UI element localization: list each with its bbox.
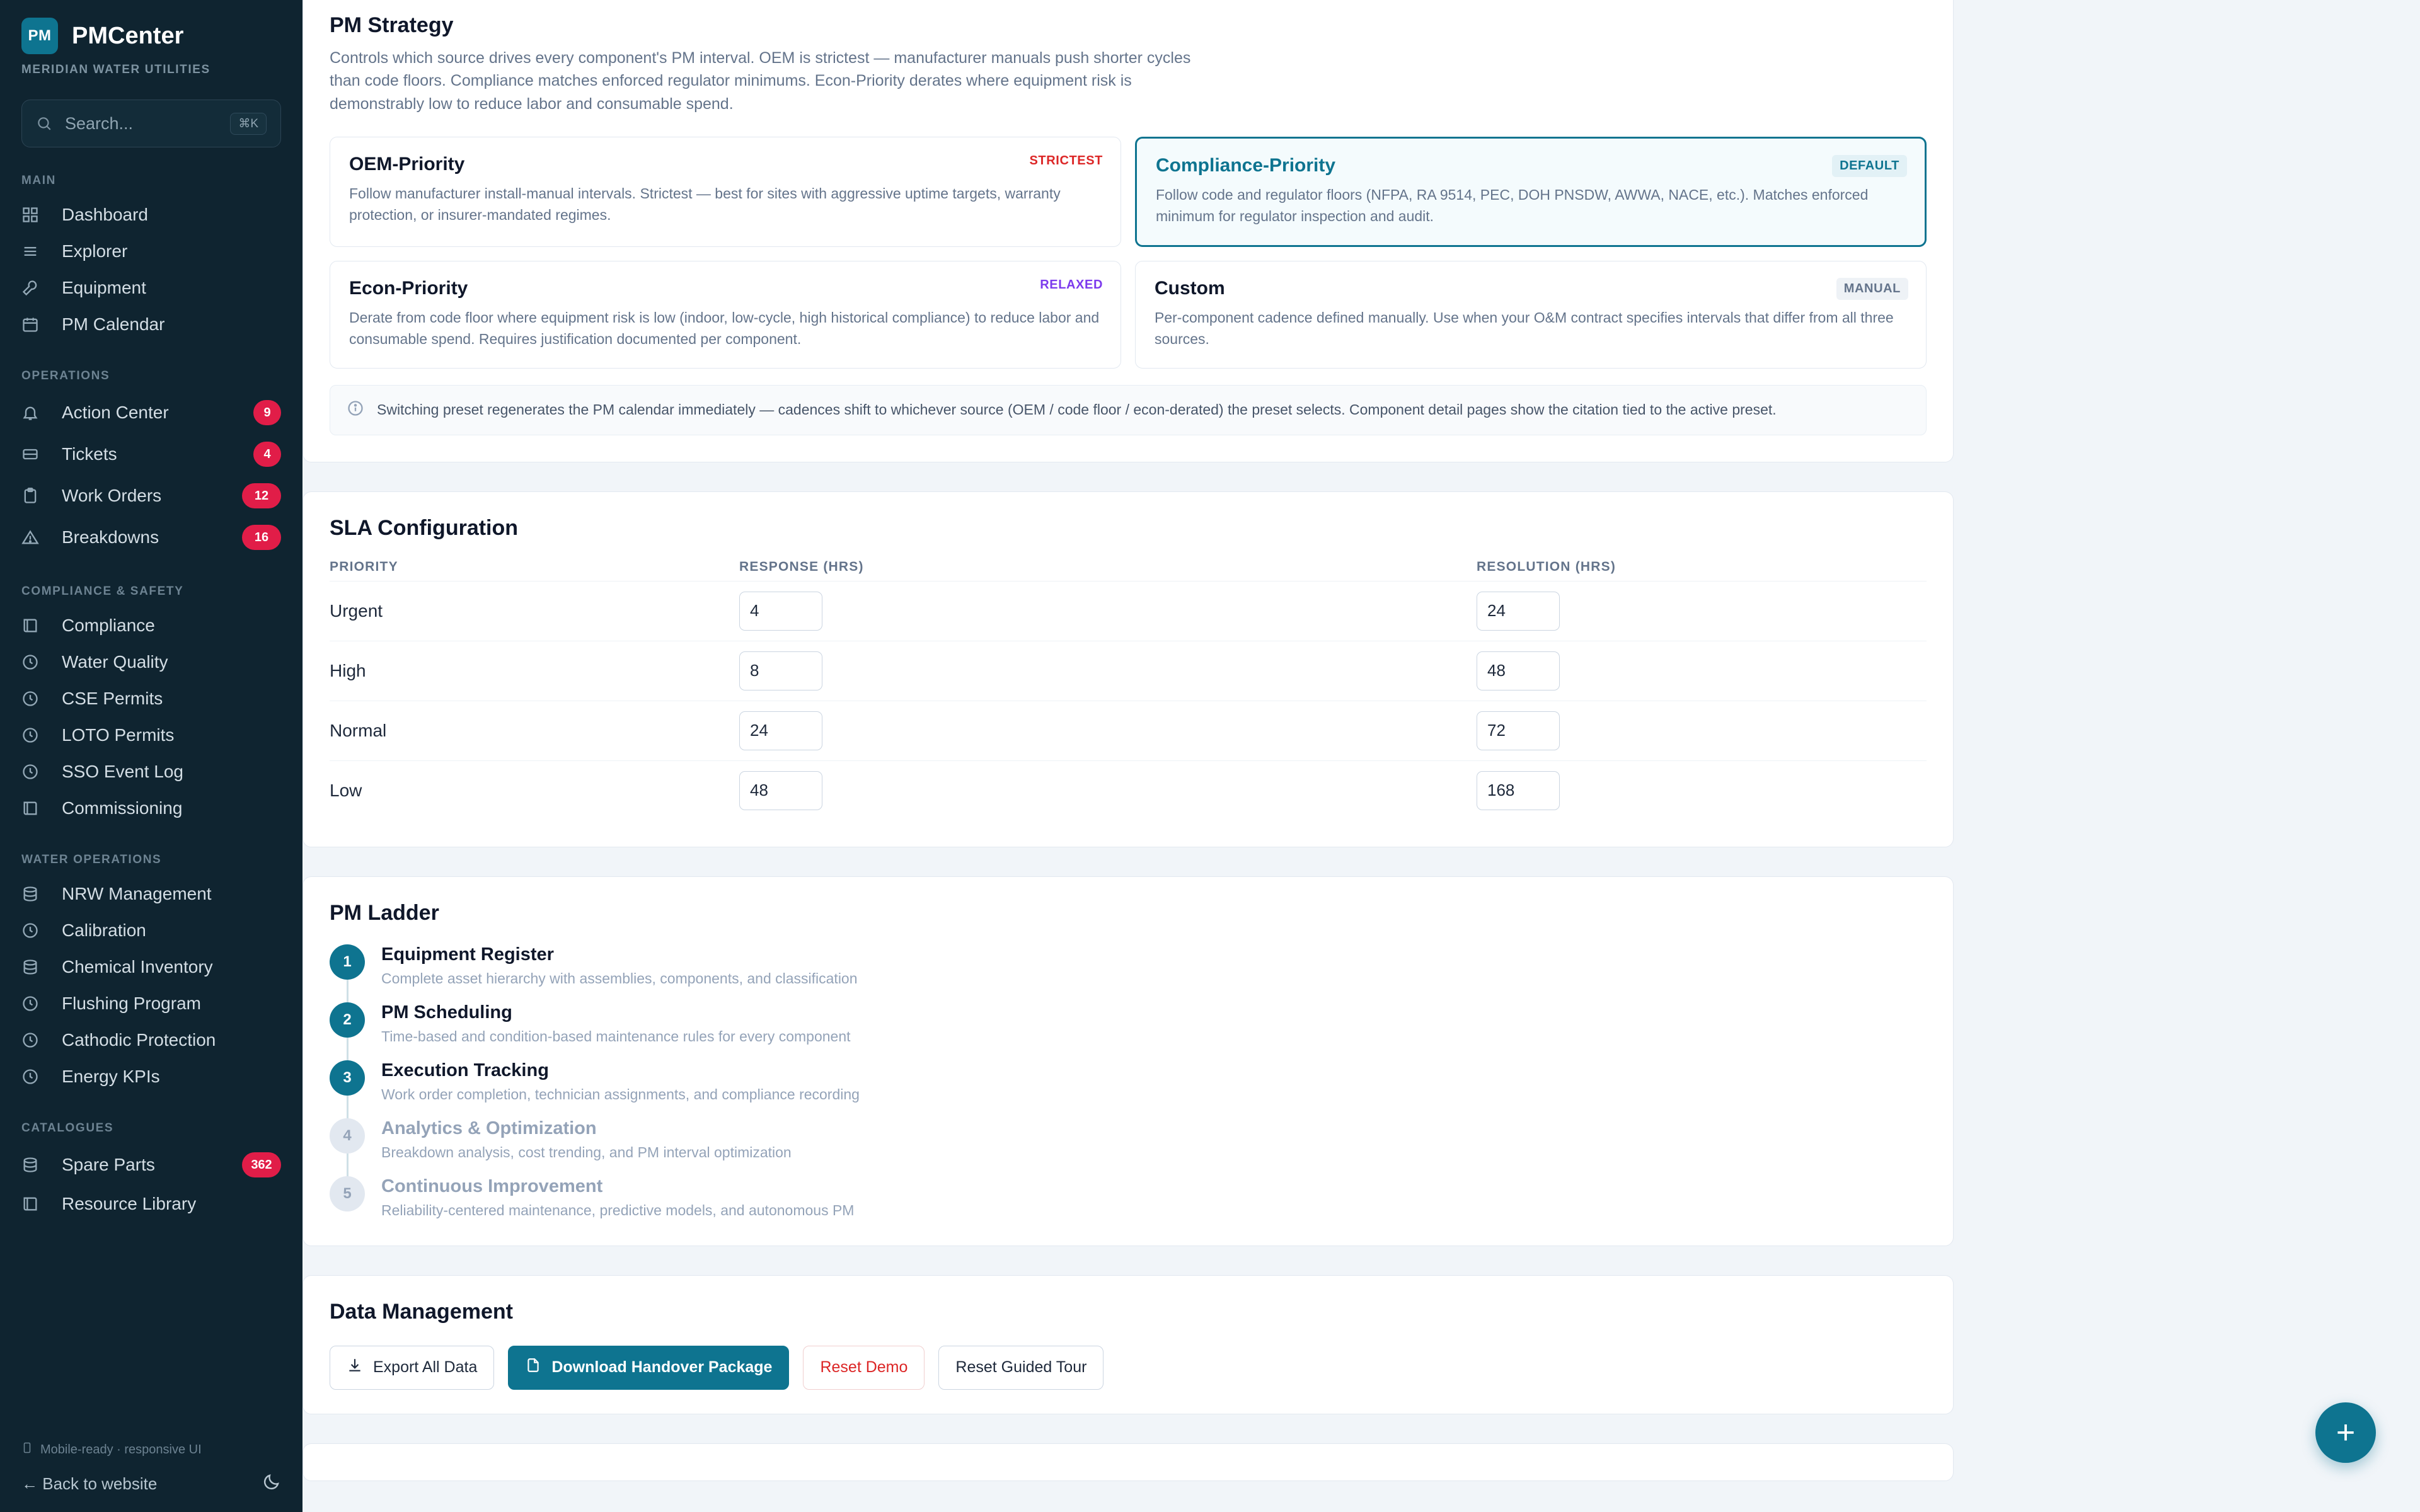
database-icon <box>21 885 47 903</box>
preset-title: Compliance-Priority <box>1156 154 1336 176</box>
pm-strategy-card <box>302 0 1954 462</box>
wrench-icon <box>21 279 47 297</box>
table-row <box>330 760 1927 820</box>
download-handover-package-label: Download Handover Package <box>551 1358 773 1377</box>
sidebar-item-water-quality[interactable] <box>0 644 302 680</box>
preset-title: OEM-Priority <box>349 153 465 175</box>
sidebar-item-label: Spare Parts <box>62 1155 155 1174</box>
clock-icon <box>21 653 47 671</box>
sidebar <box>0 0 302 1512</box>
clock-icon <box>21 763 47 781</box>
status-badge: 12 <box>242 483 281 508</box>
preset-grid <box>330 137 1927 369</box>
preset-custom[interactable] <box>1135 261 1927 369</box>
sla-card <box>302 491 1954 847</box>
sla-resolution-input-low[interactable] <box>1477 771 1560 810</box>
sidebar-item-label: Explorer <box>62 241 128 261</box>
preset-oem-priority[interactable] <box>330 137 1121 247</box>
search-icon <box>36 115 52 132</box>
ladder-step-desc: Breakdown analysis, cost trending, and PM interval optimization <box>381 1143 792 1160</box>
back-to-website-link[interactable]: ← Back to website <box>21 1474 158 1493</box>
clipboard-icon <box>21 487 47 505</box>
sidebar-item-label: Calibration <box>62 920 146 940</box>
mobile-icon <box>21 1441 33 1458</box>
nav-group-operations-label: OPERATIONS <box>21 369 110 382</box>
status-badge: 4 <box>253 442 281 467</box>
reset-demo-button[interactable] <box>803 1346 925 1390</box>
preset-body: Follow code and regulator floors (NFPA, RA 9514, PEC, DOH PNSDW, AWWA, NACE, etc.). Matches enforced minimum for regulator inspection and audit. <box>1156 186 1869 225</box>
sidebar-item-pm-calendar[interactable] <box>0 306 302 343</box>
sla-priority-label: Low <box>330 780 362 800</box>
sidebar-item-label: Resource Library <box>62 1194 197 1213</box>
search-placeholder: Search... <box>65 113 134 133</box>
org-name: MERIDIAN WATER UTILITIES <box>21 63 210 76</box>
sidebar-item-cse-permits[interactable] <box>0 680 302 717</box>
preset-title: Econ-Priority <box>349 277 468 299</box>
sla-table-header <box>330 559 1927 581</box>
ladder-step-title: Continuous Improvement <box>381 1176 603 1196</box>
download-icon <box>347 1357 363 1378</box>
sidebar-item-sso-event-log[interactable] <box>0 753 302 790</box>
sidebar-item-label: Tickets <box>62 444 117 464</box>
sidebar-item-label: Flushing Program <box>62 994 201 1013</box>
sidebar-item-equipment[interactable] <box>0 270 302 306</box>
sidebar-item-breakdowns[interactable] <box>0 517 302 558</box>
ladder-step-desc: Complete asset hierarchy with assemblies, components, and classification <box>381 970 858 987</box>
sidebar-item-flushing-program[interactable] <box>0 985 302 1022</box>
export-all-data-label: Export All Data <box>373 1358 478 1377</box>
preset-compliance-priority[interactable] <box>1135 137 1927 247</box>
sla-response-input-low[interactable] <box>739 771 822 810</box>
list-icon <box>21 243 47 260</box>
search-input[interactable] <box>21 100 281 147</box>
ladder-step-2 <box>330 1002 1927 1060</box>
sidebar-item-label: Compliance <box>62 616 155 635</box>
table-row <box>330 701 1927 760</box>
calendar-icon <box>21 316 47 333</box>
sla-priority-label: High <box>330 660 366 680</box>
main-content <box>302 0 2420 1512</box>
pm-strategy-description: Controls which source drives every component's PM interval. OEM is strictest — manufacturer manuals push shorter cycles than code floors. Compliance matches enforced regulator minimums. Econ-Priority derates where equipment risk is demonstrably low to reduce labor and consumable spend. <box>330 49 1191 113</box>
sidebar-item-tickets[interactable] <box>0 433 302 475</box>
preset-note <box>330 385 1927 435</box>
moon-icon[interactable] <box>262 1472 281 1496</box>
sidebar-item-label: Work Orders <box>62 486 162 505</box>
clock-icon <box>21 726 47 744</box>
ladder-step-title: PM Scheduling <box>381 1002 512 1022</box>
responsive-note <box>21 1435 281 1472</box>
clock-icon <box>21 1031 47 1049</box>
search-shortcut: ⌘K <box>230 113 267 135</box>
preset-tag: RELAXED <box>1040 277 1103 292</box>
nav-group-water-ops-label: WATER OPERATIONS <box>21 853 162 866</box>
nav-group-compliance-label: COMPLIANCE & SAFETY <box>21 585 184 598</box>
ladder-step-title: Execution Tracking <box>381 1060 549 1080</box>
ladder-step-title: Analytics & Optimization <box>381 1118 597 1138</box>
sidebar-item-chemical-inventory[interactable] <box>0 949 302 985</box>
export-all-data-button[interactable] <box>330 1346 494 1390</box>
ladder-step-3 <box>330 1060 1927 1118</box>
sidebar-item-label: Equipment <box>62 278 146 297</box>
sidebar-item-compliance[interactable] <box>0 607 302 644</box>
sla-response-input-high[interactable] <box>739 651 822 690</box>
sla-title: SLA Configuration <box>330 515 519 540</box>
reset-demo-label: Reset Demo <box>820 1358 908 1377</box>
sla-resolution-input-urgent[interactable] <box>1477 592 1560 631</box>
sidebar-item-energy-kpis[interactable] <box>0 1058 302 1095</box>
ladder-step-number: 2 <box>330 1002 365 1038</box>
data-management-actions <box>330 1346 1927 1390</box>
preset-title: Custom <box>1155 277 1225 299</box>
database-icon <box>21 1156 47 1174</box>
preset-note-text: Switching preset regenerates the PM calendar immediately — cadences shift to whichever source (OEM / code floor / econ-derated) the preset selects. Component detail pages show the citation tied to the active preset. <box>377 401 1777 418</box>
grid-icon <box>21 206 47 224</box>
sidebar-item-label: NRW Management <box>62 884 212 903</box>
sidebar-item-calibration[interactable] <box>0 912 302 949</box>
sidebar-item-action-center[interactable] <box>0 392 302 433</box>
sidebar-item-resource-library[interactable] <box>0 1186 302 1222</box>
add-button[interactable] <box>2315 1402 2376 1463</box>
preset-body: Derate from code floor where equipment risk is low (indoor, low-cycle, high historical compliance) to reduce labor and consumable spend. Requires justification documented per component. <box>349 309 1100 348</box>
sidebar-item-explorer[interactable] <box>0 233 302 270</box>
database-icon <box>21 958 47 976</box>
sidebar-item-label: CSE Permits <box>62 689 163 708</box>
sidebar-item-cathodic-protection[interactable] <box>0 1022 302 1058</box>
sidebar-item-label: Action Center <box>62 403 169 422</box>
nav-group-main-label: MAIN <box>21 174 56 187</box>
ladder-step-desc: Reliability-centered maintenance, predictive models, and autonomous PM <box>381 1201 855 1218</box>
pm-ladder-card <box>302 876 1954 1246</box>
next-section-card <box>302 1443 1954 1481</box>
reset-guided-tour-button[interactable] <box>938 1346 1103 1390</box>
sidebar-item-label: LOTO Permits <box>62 725 175 745</box>
ladder-step-1 <box>330 944 1927 1002</box>
preset-body: Per-component cadence defined manually. Use when your O&M contract specifies intervals that differ from all three sources. <box>1155 309 1894 348</box>
ladder-step-number: 3 <box>330 1060 365 1096</box>
status-badge: 16 <box>242 525 281 550</box>
file-icon <box>525 1357 541 1378</box>
sla-col-resolution: RESOLUTION (HRS) <box>1477 559 1616 574</box>
sidebar-footer <box>0 1435 302 1512</box>
sidebar-item-label: Cathodic Protection <box>62 1030 216 1050</box>
clock-icon <box>21 690 47 707</box>
alert-triangle-icon <box>21 529 47 546</box>
book-icon <box>21 1195 47 1213</box>
clock-icon <box>21 1068 47 1085</box>
ladder-step-title: Equipment Register <box>381 944 554 965</box>
preset-econ-priority[interactable] <box>330 261 1121 369</box>
data-management-card <box>302 1275 1954 1414</box>
sidebar-item-label: Commissioning <box>62 798 183 818</box>
sla-col-response: RESPONSE (HRS) <box>739 559 864 574</box>
pm-ladder-title: PM Ladder <box>330 900 439 925</box>
ladder-step-number: 5 <box>330 1176 365 1211</box>
brand[interactable] <box>0 0 302 58</box>
status-badge: 9 <box>253 400 281 425</box>
ladder-step-desc: Work order completion, technician assignments, and compliance recording <box>381 1085 860 1102</box>
sidebar-item-nrw-management[interactable] <box>0 876 302 912</box>
sla-response-input-normal[interactable] <box>739 711 822 750</box>
sidebar-item-work-orders[interactable] <box>0 475 302 517</box>
sla-priority-label: Urgent <box>330 600 383 621</box>
bell-icon <box>21 404 47 421</box>
table-row <box>330 581 1927 641</box>
preset-tag: STRICTEST <box>1029 153 1103 168</box>
sidebar-item-label: Dashboard <box>62 205 148 224</box>
app-name: PMCenter <box>72 22 184 49</box>
ticket-icon <box>21 445 47 463</box>
sla-resolution-input-high[interactable] <box>1477 651 1560 690</box>
sla-col-priority: PRIORITY <box>330 559 398 574</box>
data-management-title: Data Management <box>330 1299 513 1324</box>
app-logo: PM <box>21 18 58 54</box>
ladder-step-4 <box>330 1118 1927 1176</box>
sidebar-item-label: Energy KPIs <box>62 1067 160 1086</box>
responsive-note-label: Mobile-ready · responsive UI <box>40 1442 202 1457</box>
sidebar-item-loto-permits[interactable] <box>0 717 302 753</box>
sla-response-input-urgent[interactable] <box>739 592 822 631</box>
sidebar-item-label: PM Calendar <box>62 314 165 334</box>
sla-resolution-input-normal[interactable] <box>1477 711 1560 750</box>
sidebar-item-label: Water Quality <box>62 652 168 672</box>
table-row <box>330 641 1927 701</box>
ladder-step-desc: Time-based and condition-based maintenance rules for every component <box>381 1028 851 1045</box>
sidebar-item-label: Chemical Inventory <box>62 957 213 976</box>
clock-icon <box>21 922 47 939</box>
reset-guided-tour-label: Reset Guided Tour <box>955 1358 1087 1377</box>
ladder-step-number: 4 <box>330 1118 365 1154</box>
sidebar-item-commissioning[interactable] <box>0 790 302 827</box>
ladder-step-number: 1 <box>330 944 365 980</box>
preset-body: Follow manufacturer install-manual intervals. Strictest — best for sites with aggressive uptime targets, warranty protection, or insurer-mandated regimes. <box>349 185 1061 224</box>
page-title: PM Strategy <box>330 13 454 37</box>
download-handover-package-button[interactable] <box>508 1346 789 1390</box>
sidebar-item-spare-parts[interactable] <box>0 1144 302 1186</box>
plus-icon: + <box>2336 1414 2356 1451</box>
sidebar-item-dashboard[interactable] <box>0 197 302 233</box>
info-icon <box>347 399 364 421</box>
pm-ladder-steps <box>330 944 1927 1219</box>
book-icon <box>21 617 47 634</box>
preset-tag: MANUAL <box>1836 278 1908 300</box>
clock-icon <box>21 995 47 1012</box>
sidebar-item-label: SSO Event Log <box>62 762 184 781</box>
sla-priority-label: Normal <box>330 720 387 740</box>
status-badge: 362 <box>242 1152 281 1177</box>
ladder-step-5 <box>330 1176 1927 1219</box>
nav-group-catalogues-label: CATALOGUES <box>21 1121 114 1135</box>
book-icon <box>21 799 47 817</box>
preset-tag: DEFAULT <box>1832 155 1907 177</box>
sidebar-item-label: Breakdowns <box>62 527 159 547</box>
